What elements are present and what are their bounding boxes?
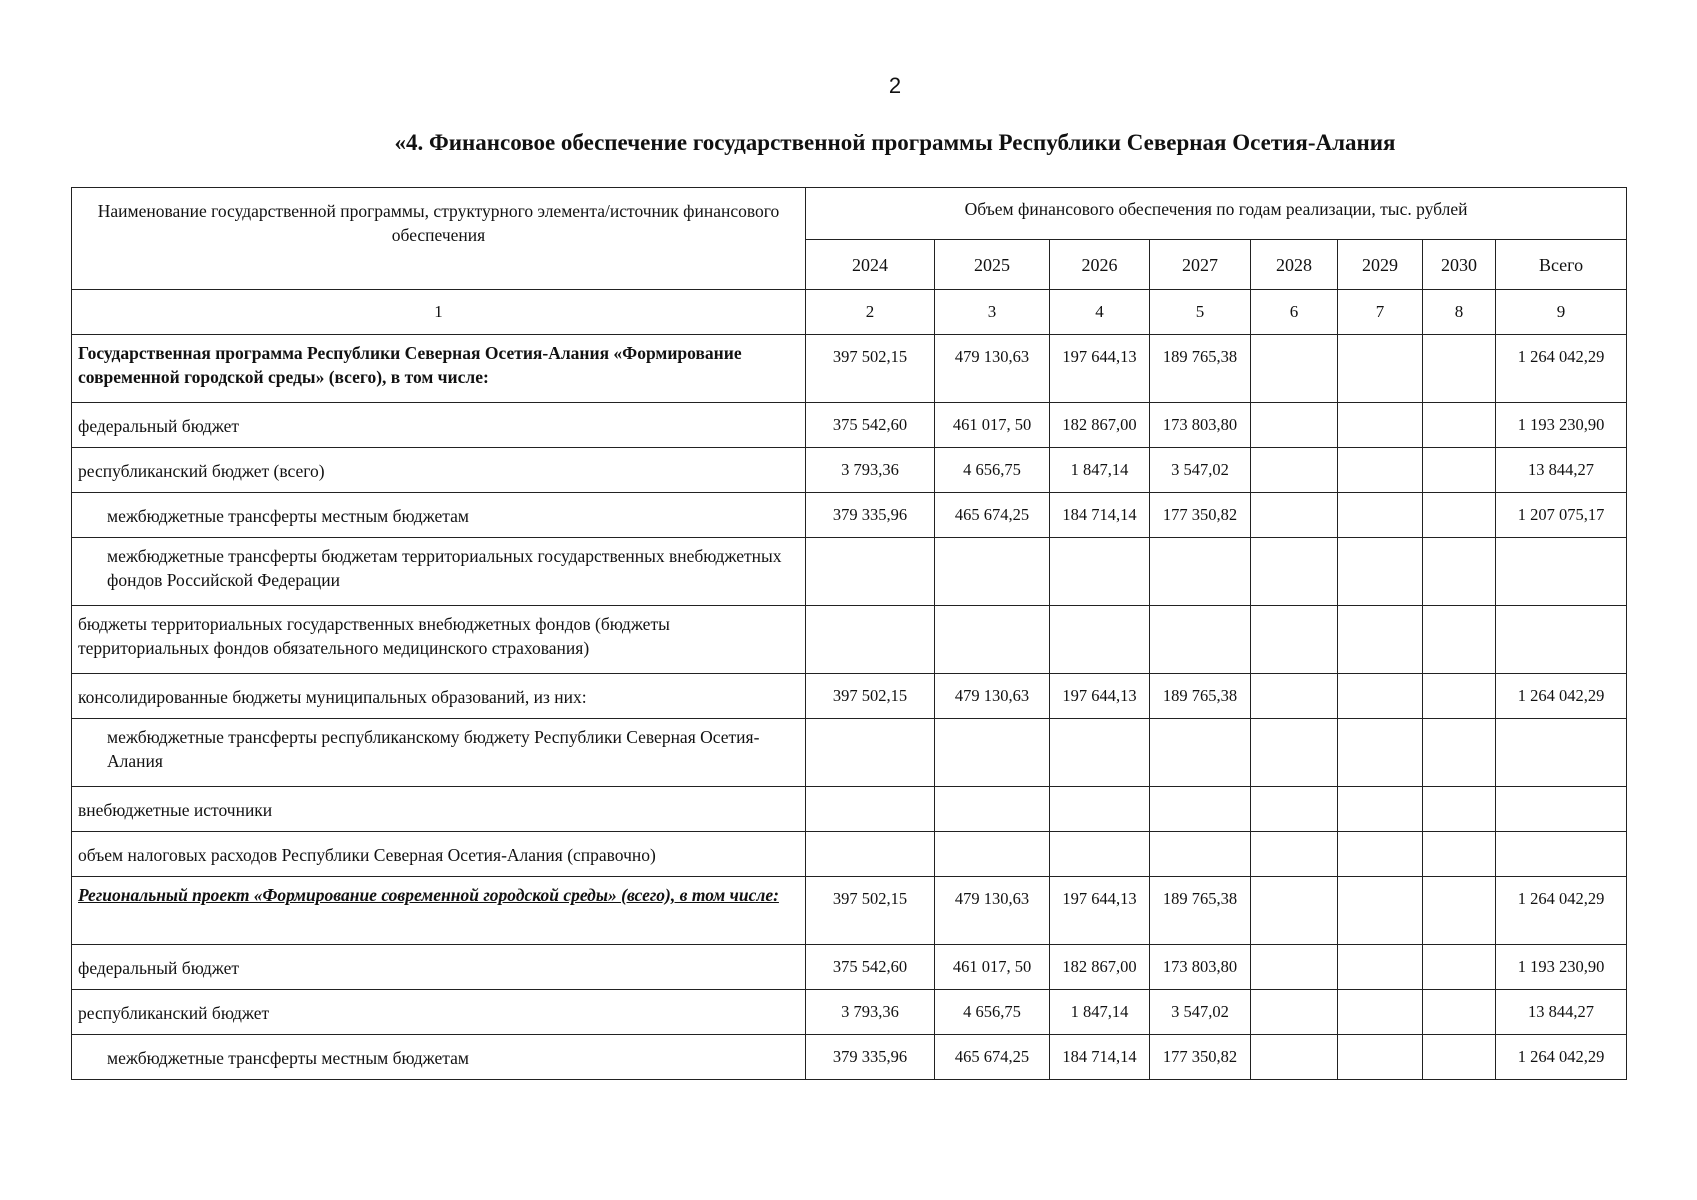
value-cell <box>1251 606 1338 674</box>
column-index: 7 <box>1338 290 1423 335</box>
column-index: 9 <box>1496 290 1627 335</box>
value-cell <box>1338 448 1423 493</box>
value-cell: 479 130,63 <box>935 335 1050 403</box>
value-cell <box>1338 403 1423 448</box>
value-cell: 173 803,80 <box>1150 945 1251 990</box>
value-cell: 397 502,15 <box>806 335 935 403</box>
row-name-cell: бюджеты территориальных государственных внебюджетных фондов (бюджеты территориальных фондов обязательного медицинского страхования) <box>72 606 806 674</box>
value-cell <box>1423 945 1496 990</box>
value-cell <box>1423 448 1496 493</box>
value-cell: 3 547,02 <box>1150 448 1251 493</box>
value-cell <box>1251 945 1338 990</box>
value-cell <box>1251 990 1338 1035</box>
value-cell <box>1423 674 1496 719</box>
total-cell <box>1496 538 1627 606</box>
row-name-cell: Государственная программа Республики Северная Осетия-Алания «Формирование современной городской среды» (всего), в том числе: <box>72 335 806 403</box>
table-row <box>72 403 1627 448</box>
value-cell <box>1338 538 1423 606</box>
header-year: 2028 <box>1251 240 1338 290</box>
row-name-cell: объем налоговых расходов Республики Северная Осетия-Алания (справочно) <box>72 832 806 877</box>
value-cell <box>1338 335 1423 403</box>
row-name-cell: республиканский бюджет <box>72 990 806 1035</box>
table-row <box>72 945 1627 990</box>
row-name-cell: межбюджетные трансферты бюджетам территориальных государственных внебюджетных фондов Российской Федерации <box>72 538 806 606</box>
value-cell <box>806 719 935 787</box>
table-row <box>72 335 1627 403</box>
total-cell <box>1496 787 1627 832</box>
table-row <box>72 990 1627 1035</box>
value-cell: 397 502,15 <box>806 674 935 719</box>
value-cell <box>806 606 935 674</box>
header-index-row <box>72 290 1627 335</box>
value-cell <box>1150 719 1251 787</box>
value-cell: 173 803,80 <box>1150 403 1251 448</box>
value-cell <box>1423 832 1496 877</box>
value-cell <box>1423 403 1496 448</box>
value-cell: 182 867,00 <box>1050 403 1150 448</box>
header-year: 2026 <box>1050 240 1150 290</box>
value-cell: 461 017, 50 <box>935 945 1050 990</box>
page-number: 2 <box>888 73 902 98</box>
value-cell: 479 130,63 <box>935 877 1050 945</box>
header-volume-cell: Объем финансового обеспечения по годам реализации, тыс. рублей <box>806 188 1627 240</box>
table-row <box>72 674 1627 719</box>
value-cell <box>1338 606 1423 674</box>
total-cell: 1 193 230,90 <box>1496 403 1627 448</box>
financing-table <box>71 187 1627 1080</box>
value-cell: 3 793,36 <box>806 448 935 493</box>
value-cell <box>806 787 935 832</box>
row-name-cell: межбюджетные трансферты местным бюджетам <box>72 493 806 538</box>
table-row <box>72 1035 1627 1080</box>
column-index: 2 <box>806 290 935 335</box>
value-cell <box>935 787 1050 832</box>
value-cell: 184 714,14 <box>1050 493 1150 538</box>
value-cell: 182 867,00 <box>1050 945 1150 990</box>
row-name-cell: республиканский бюджет (всего) <box>72 448 806 493</box>
total-cell: 1 264 042,29 <box>1496 674 1627 719</box>
value-cell <box>1338 493 1423 538</box>
value-cell <box>806 832 935 877</box>
value-cell <box>1423 1035 1496 1080</box>
value-cell: 375 542,60 <box>806 945 935 990</box>
value-cell <box>1251 335 1338 403</box>
table-row <box>72 877 1627 945</box>
value-cell: 197 644,13 <box>1050 335 1150 403</box>
value-cell: 397 502,15 <box>806 877 935 945</box>
value-cell <box>1251 719 1338 787</box>
table-row <box>72 719 1627 787</box>
value-cell <box>1423 990 1496 1035</box>
column-index: 4 <box>1050 290 1150 335</box>
row-name-cell: федеральный бюджет <box>72 403 806 448</box>
row-name-cell: федеральный бюджет <box>72 945 806 990</box>
header-year: 2025 <box>935 240 1050 290</box>
value-cell <box>1338 832 1423 877</box>
value-cell: 197 644,13 <box>1050 674 1150 719</box>
value-cell <box>1050 538 1150 606</box>
value-cell <box>1050 832 1150 877</box>
column-index: 6 <box>1251 290 1338 335</box>
value-cell: 189 765,38 <box>1150 674 1251 719</box>
value-cell: 197 644,13 <box>1050 877 1150 945</box>
table-row <box>72 538 1627 606</box>
value-cell <box>935 606 1050 674</box>
value-cell: 184 714,14 <box>1050 1035 1150 1080</box>
value-cell <box>1251 403 1338 448</box>
value-cell <box>1423 606 1496 674</box>
value-cell <box>1150 787 1251 832</box>
value-cell <box>1150 538 1251 606</box>
value-cell: 177 350,82 <box>1150 493 1251 538</box>
header-row-top <box>72 188 1627 240</box>
value-cell: 379 335,96 <box>806 1035 935 1080</box>
total-cell: 1 193 230,90 <box>1496 945 1627 990</box>
value-cell <box>1338 945 1423 990</box>
value-cell <box>1423 335 1496 403</box>
total-cell: 13 844,27 <box>1496 990 1627 1035</box>
value-cell: 375 542,60 <box>806 403 935 448</box>
value-cell <box>1251 674 1338 719</box>
total-cell: 1 207 075,17 <box>1496 493 1627 538</box>
table-row <box>72 832 1627 877</box>
total-cell: 1 264 042,29 <box>1496 1035 1627 1080</box>
value-cell <box>1338 719 1423 787</box>
total-cell: 13 844,27 <box>1496 448 1627 493</box>
header-year: 2029 <box>1338 240 1423 290</box>
value-cell <box>1251 493 1338 538</box>
value-cell: 3 793,36 <box>806 990 935 1035</box>
header-name-cell: Наименование государственной программы, структурного элемента/источник финансового обеспечения <box>72 188 806 290</box>
value-cell <box>1423 538 1496 606</box>
value-cell: 1 847,14 <box>1050 448 1150 493</box>
value-cell: 479 130,63 <box>935 674 1050 719</box>
value-cell <box>1338 990 1423 1035</box>
table-row <box>72 787 1627 832</box>
value-cell <box>935 719 1050 787</box>
value-cell <box>1251 787 1338 832</box>
value-cell: 461 017, 50 <box>935 403 1050 448</box>
value-cell: 177 350,82 <box>1150 1035 1251 1080</box>
value-cell: 3 547,02 <box>1150 990 1251 1035</box>
value-cell <box>1423 787 1496 832</box>
value-cell: 465 674,25 <box>935 1035 1050 1080</box>
value-cell <box>1338 877 1423 945</box>
table-row <box>72 448 1627 493</box>
value-cell: 465 674,25 <box>935 493 1050 538</box>
value-cell <box>1050 787 1150 832</box>
total-cell: 1 264 042,29 <box>1496 335 1627 403</box>
value-cell: 4 656,75 <box>935 990 1050 1035</box>
table-row <box>72 606 1627 674</box>
row-name-cell: межбюджетные трансферты местным бюджетам <box>72 1035 806 1080</box>
value-cell <box>1251 877 1338 945</box>
total-cell <box>1496 719 1627 787</box>
value-cell: 189 765,38 <box>1150 877 1251 945</box>
value-cell <box>1251 1035 1338 1080</box>
total-cell: 1 264 042,29 <box>1496 877 1627 945</box>
value-cell <box>1423 493 1496 538</box>
value-cell <box>935 832 1050 877</box>
row-name-cell: Региональный проект «Формирование современной городской среды» (всего), в том числе: <box>72 877 806 945</box>
value-cell <box>1251 448 1338 493</box>
header-year: 2027 <box>1150 240 1251 290</box>
value-cell <box>1050 719 1150 787</box>
value-cell <box>1423 877 1496 945</box>
total-cell <box>1496 606 1627 674</box>
value-cell <box>1251 832 1338 877</box>
header-year: 2030 <box>1423 240 1496 290</box>
value-cell <box>806 538 935 606</box>
table-row <box>72 493 1627 538</box>
value-cell <box>1338 674 1423 719</box>
column-index: 1 <box>72 290 806 335</box>
header-year-total: Всего <box>1496 240 1627 290</box>
value-cell <box>1338 1035 1423 1080</box>
value-cell <box>935 538 1050 606</box>
value-cell: 4 656,75 <box>935 448 1050 493</box>
value-cell <box>1050 606 1150 674</box>
value-cell: 189 765,38 <box>1150 335 1251 403</box>
column-index: 8 <box>1423 290 1496 335</box>
total-cell <box>1496 832 1627 877</box>
column-index: 5 <box>1150 290 1251 335</box>
value-cell: 379 335,96 <box>806 493 935 538</box>
value-cell <box>1251 538 1338 606</box>
value-cell <box>1423 719 1496 787</box>
column-index: 3 <box>935 290 1050 335</box>
value-cell: 1 847,14 <box>1050 990 1150 1035</box>
value-cell <box>1150 606 1251 674</box>
value-cell <box>1338 787 1423 832</box>
header-year: 2024 <box>806 240 935 290</box>
value-cell <box>1150 832 1251 877</box>
row-name-cell: консолидированные бюджеты муниципальных образований, из них: <box>72 674 806 719</box>
section-title: «4. Финансовое обеспечение государственной программы Республики Северная Осетия-Алания <box>394 130 1396 155</box>
row-name-cell: внебюджетные источники <box>72 787 806 832</box>
row-name-cell: межбюджетные трансферты республиканскому бюджету Республики Северная Осетия-Алания <box>72 719 806 787</box>
